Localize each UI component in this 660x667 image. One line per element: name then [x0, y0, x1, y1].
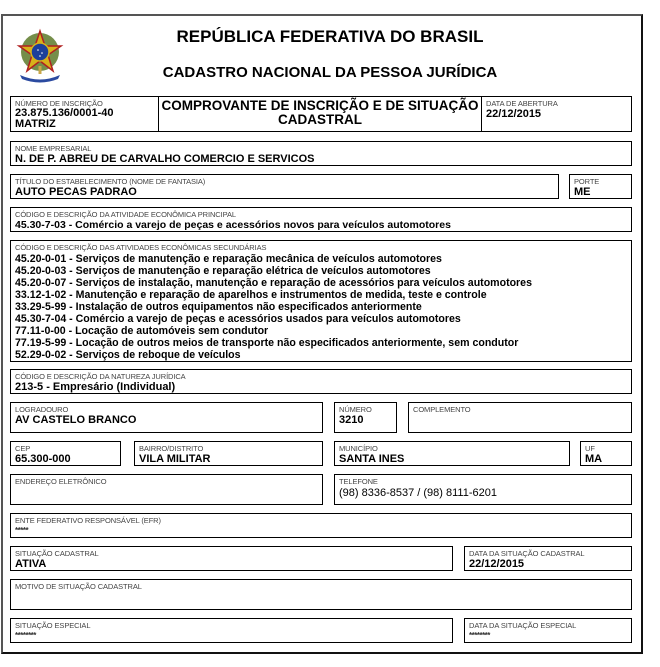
list-item: 77.11-0-00 - Locação de automóveis sem condutor: [15, 325, 269, 337]
abertura-label: DATA DE ABERTURA: [486, 99, 558, 108]
list-item: 52.29-0-02 - Serviços de reboque de veículos: [15, 349, 241, 361]
telefone-label: TELEFONE: [339, 477, 378, 486]
situacao-cadastral-value: ATIVA: [15, 558, 47, 570]
abertura-value: 22/12/2015: [486, 108, 542, 120]
atividade-principal-box: [10, 207, 632, 232]
motivo-situacao-label: MOTIVO DE SITUAÇÃO CADASTRAL: [15, 582, 142, 591]
list-item: 45.20-0-01 - Serviços de manutenção e reparação mecânica de veículos automotores: [15, 253, 442, 265]
cep-value: 65.300-000: [15, 453, 71, 465]
list-item: 45.30-7-04 - Comércio a varejo de peças e acessórios usados para veículos automotores: [15, 313, 461, 325]
cnpj-value: 23.875.136/0001-40: [15, 107, 114, 119]
efr-value: *****: [15, 526, 29, 535]
municipio-label: MUNICÍPIO: [339, 444, 378, 453]
atividade-principal-label: CÓDIGO E DESCRIÇÃO DA ATIVIDADE ECONÔMICA PRINCIPAL: [15, 210, 236, 219]
motivo-situacao-box: [10, 579, 632, 610]
uf-value: MA: [585, 453, 603, 465]
situacao-especial-label: SITUAÇÃO ESPECIAL: [15, 621, 91, 630]
email-box: [10, 474, 323, 505]
uf-box: [580, 441, 632, 466]
natureza-juridica-box: [10, 369, 632, 394]
nome-fantasia-value: AUTO PECAS PADRAO: [15, 186, 137, 198]
cep-box: [10, 441, 121, 466]
logradouro-box: [10, 402, 323, 433]
comprovante-line2: CADASTRAL: [278, 112, 362, 127]
porte-label: PORTE: [574, 177, 600, 186]
situacao-especial-box: [10, 618, 453, 643]
comprovante-title: [158, 96, 482, 132]
situacao-cadastral-label: SITUAÇÃO CADASTRAL: [15, 549, 99, 558]
bairro-label: BAIRRO/DISTRITO: [139, 444, 204, 453]
abertura-box: [481, 96, 632, 132]
data-situacao-cadastral-box: [464, 546, 632, 571]
numero-label: NÚMERO: [339, 405, 372, 414]
inscricao-label: NÚMERO DE INSCRIÇÃO: [15, 99, 103, 108]
atividade-principal-value: 45.30-7-03 - Comércio a varejo de peças e acessórios novos para veículos automotores: [15, 219, 451, 231]
nome-empresarial-label: NOME EMPRESARIAL: [15, 144, 92, 153]
data-situacao-especial-box: [464, 618, 632, 643]
page-title: REPÚBLICA FEDERATIVA DO BRASIL: [176, 27, 484, 46]
inscricao-box: [10, 96, 159, 132]
page-subtitle: CADASTRO NACIONAL DA PESSOA JURÍDICA: [162, 64, 498, 81]
numero-value: 3210: [339, 414, 364, 426]
situacao-especial-value: ********: [15, 631, 36, 640]
efr-box: [10, 513, 632, 538]
natureza-juridica-label: CÓDIGO E DESCRIÇÃO DA NATUREZA JURÍDICA: [15, 372, 186, 381]
cep-label: CEP: [15, 444, 31, 453]
atividades-secundarias-list: [15, 253, 532, 361]
data-situacao-cadastral-label: DATA DA SITUAÇÃO CADASTRAL: [469, 549, 585, 558]
complemento-label: COMPLEMENTO: [413, 405, 471, 414]
municipio-box: [334, 441, 570, 466]
atividades-secundarias-box: [10, 240, 632, 362]
nome-empresarial-box: [10, 141, 632, 166]
list-item: 33.12-1-02 - Manutenção e reparação de aparelhos e instrumentos de medida, teste e controle: [15, 289, 487, 301]
tipo-value: MATRIZ: [15, 118, 56, 130]
porte-box: [569, 174, 632, 199]
comprovante-line1: COMPROVANTE DE INSCRIÇÃO E DE SITUAÇÃO: [161, 98, 479, 113]
logradouro-label: LOGRADOURO: [15, 405, 69, 414]
numero-box: [334, 402, 397, 433]
nome-empresarial-value: N. DE P. ABREU DE CARVALHO COMERCIO E SERVICOS: [15, 153, 315, 165]
natureza-juridica-value: 213-5 - Empresário (Individual): [15, 381, 176, 393]
nome-fantasia-box: [10, 174, 559, 199]
complemento-box: [408, 402, 632, 433]
list-item: 45.20-0-07 - Serviços de instalação, manutenção e reparação de acessórios para veículos automotores: [15, 277, 532, 289]
situacao-cadastral-box: [10, 546, 453, 571]
porte-value: ME: [574, 186, 591, 198]
telefone-value: (98) 8336-8537 / (98) 8111-6201: [339, 487, 497, 499]
uf-label: UF: [585, 444, 595, 453]
email-label: ENDEREÇO ELETRÔNICO: [15, 477, 107, 486]
list-item: 45.20-0-03 - Serviços de manutenção e reparação elétrica de veículos automotores: [15, 265, 431, 277]
atividades-secundarias-label: CÓDIGO E DESCRIÇÃO DAS ATIVIDADES ECONÔMICAS SECUNDÁRIAS: [15, 243, 267, 252]
list-item: 33.29-5-99 - Instalação de outros equipamentos não especificados anteriormente: [15, 301, 422, 313]
efr-label: ENTE FEDERATIVO RESPONSÁVEL (EFR): [15, 516, 161, 525]
data-situacao-cadastral-value: 22/12/2015: [469, 558, 525, 570]
list-item: 77.19-5-99 - Locação de outros meios de transporte não especificados anteriormente, sem condutor: [15, 337, 519, 349]
nome-fantasia-label: TÍTULO DO ESTABELECIMENTO (NOME DE FANTASIA): [15, 177, 206, 186]
data-situacao-especial-label: DATA DA SITUAÇÃO ESPECIAL: [469, 621, 577, 630]
bairro-box: [134, 441, 323, 466]
data-situacao-especial-value: ********: [469, 631, 490, 640]
logradouro-value: AV CASTELO BRANCO: [15, 414, 137, 426]
telefone-box: [334, 474, 632, 505]
bairro-value: VILA MILITAR: [139, 453, 211, 465]
municipio-value: SANTA INES: [339, 453, 405, 465]
